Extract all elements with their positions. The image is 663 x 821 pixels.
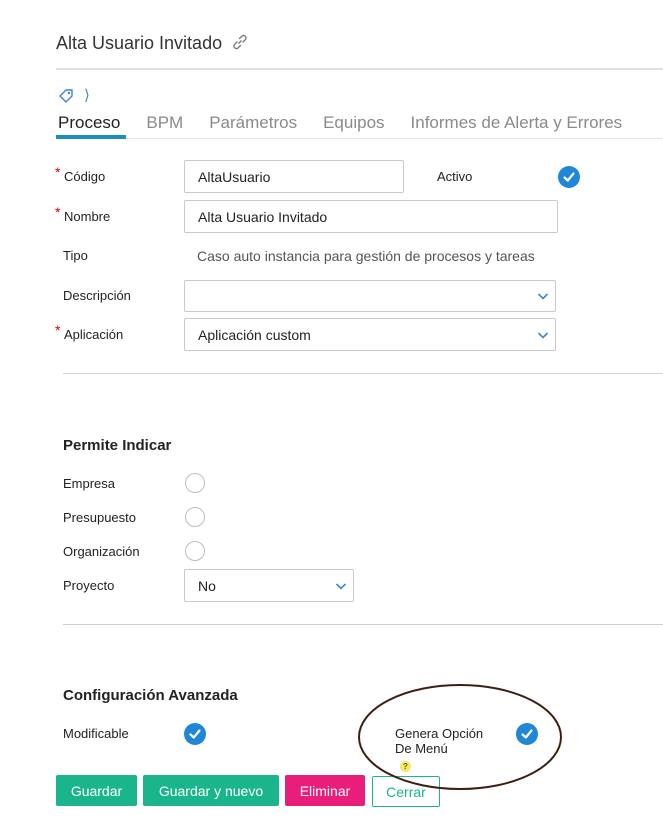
organizacion-label: Organización — [63, 544, 140, 559]
chevron-right-icon[interactable]: ⟩ — [84, 87, 90, 104]
nombre-input[interactable]: Alta Usuario Invitado — [184, 200, 558, 233]
required-mark: * — [55, 322, 61, 338]
tabs-divider — [56, 138, 663, 139]
tab-parametros[interactable]: Parámetros — [209, 113, 298, 132]
page-title — [56, 33, 249, 54]
tab-proceso[interactable]: Proceso — [58, 113, 121, 132]
required-mark: * — [55, 164, 61, 180]
required-mark: * — [55, 204, 61, 220]
chevron-down-icon — [537, 291, 549, 301]
guardar-button[interactable]: Guardar — [56, 775, 137, 806]
genera-opcion-menu-label-line2: De Menú — [395, 741, 448, 756]
activo-label: Activo — [437, 169, 473, 184]
descripcion-label: Descripción — [63, 288, 131, 303]
chevron-down-icon — [335, 581, 347, 591]
annotation-ellipse — [357, 683, 563, 791]
page-title-text: Alta Usuario Invitado — [56, 33, 223, 53]
empresa-checkbox[interactable] — [185, 473, 205, 493]
presupuesto-checkbox[interactable] — [185, 507, 205, 527]
aplicacion-label: Aplicación — [64, 327, 124, 342]
chevron-down-icon — [537, 330, 549, 340]
aplicacion-select[interactable] — [184, 318, 556, 351]
aplicacion-value: Aplicación custom — [198, 326, 311, 343]
descripcion-select[interactable] — [184, 280, 556, 312]
codigo-label: Código — [64, 169, 106, 184]
codigo-input[interactable]: AltaUsuario — [184, 160, 404, 193]
tab-bar — [58, 113, 622, 133]
presupuesto-label: Presupuesto — [63, 510, 136, 525]
title-divider — [56, 68, 663, 70]
cerrar-button[interactable]: Cerrar — [372, 776, 440, 807]
configuracion-avanzada-title: Configuración Avanzada — [63, 687, 238, 704]
tab-bpm[interactable]: BPM — [146, 113, 184, 132]
section-divider — [63, 624, 663, 625]
tab-informes-alerta-errores[interactable]: Informes de Alerta y Errores — [410, 113, 623, 132]
empresa-label: Empresa — [63, 476, 116, 491]
organizacion-checkbox[interactable] — [185, 541, 205, 561]
link-icon[interactable] — [231, 33, 249, 51]
proyecto-value: No — [198, 577, 216, 594]
tab-equipos[interactable]: Equipos — [323, 113, 385, 132]
modificable-checkbox[interactable] — [184, 723, 206, 745]
section-divider — [63, 373, 663, 374]
guardar-y-nuevo-button[interactable]: Guardar y nuevo — [143, 775, 279, 806]
active-tab-indicator — [56, 135, 126, 139]
tipo-label: Tipo — [63, 248, 88, 263]
proyecto-label: Proyecto — [63, 578, 115, 593]
help-icon[interactable]: ? — [400, 761, 411, 772]
nombre-label: Nombre — [64, 209, 111, 224]
tag-icon[interactable] — [58, 88, 74, 104]
activo-checkbox[interactable] — [558, 166, 580, 188]
genera-opcion-menu-label-line1: Genera Opción — [395, 726, 484, 741]
modificable-label: Modificable — [63, 726, 129, 741]
check-icon — [562, 170, 576, 184]
eliminar-button[interactable]: Eliminar — [285, 775, 365, 806]
tipo-value: Caso auto instancia para gestión de procesos y tareas — [197, 248, 535, 264]
proyecto-select[interactable] — [184, 569, 354, 602]
check-icon — [188, 727, 202, 741]
permite-indicar-title: Permite Indicar — [63, 437, 172, 454]
